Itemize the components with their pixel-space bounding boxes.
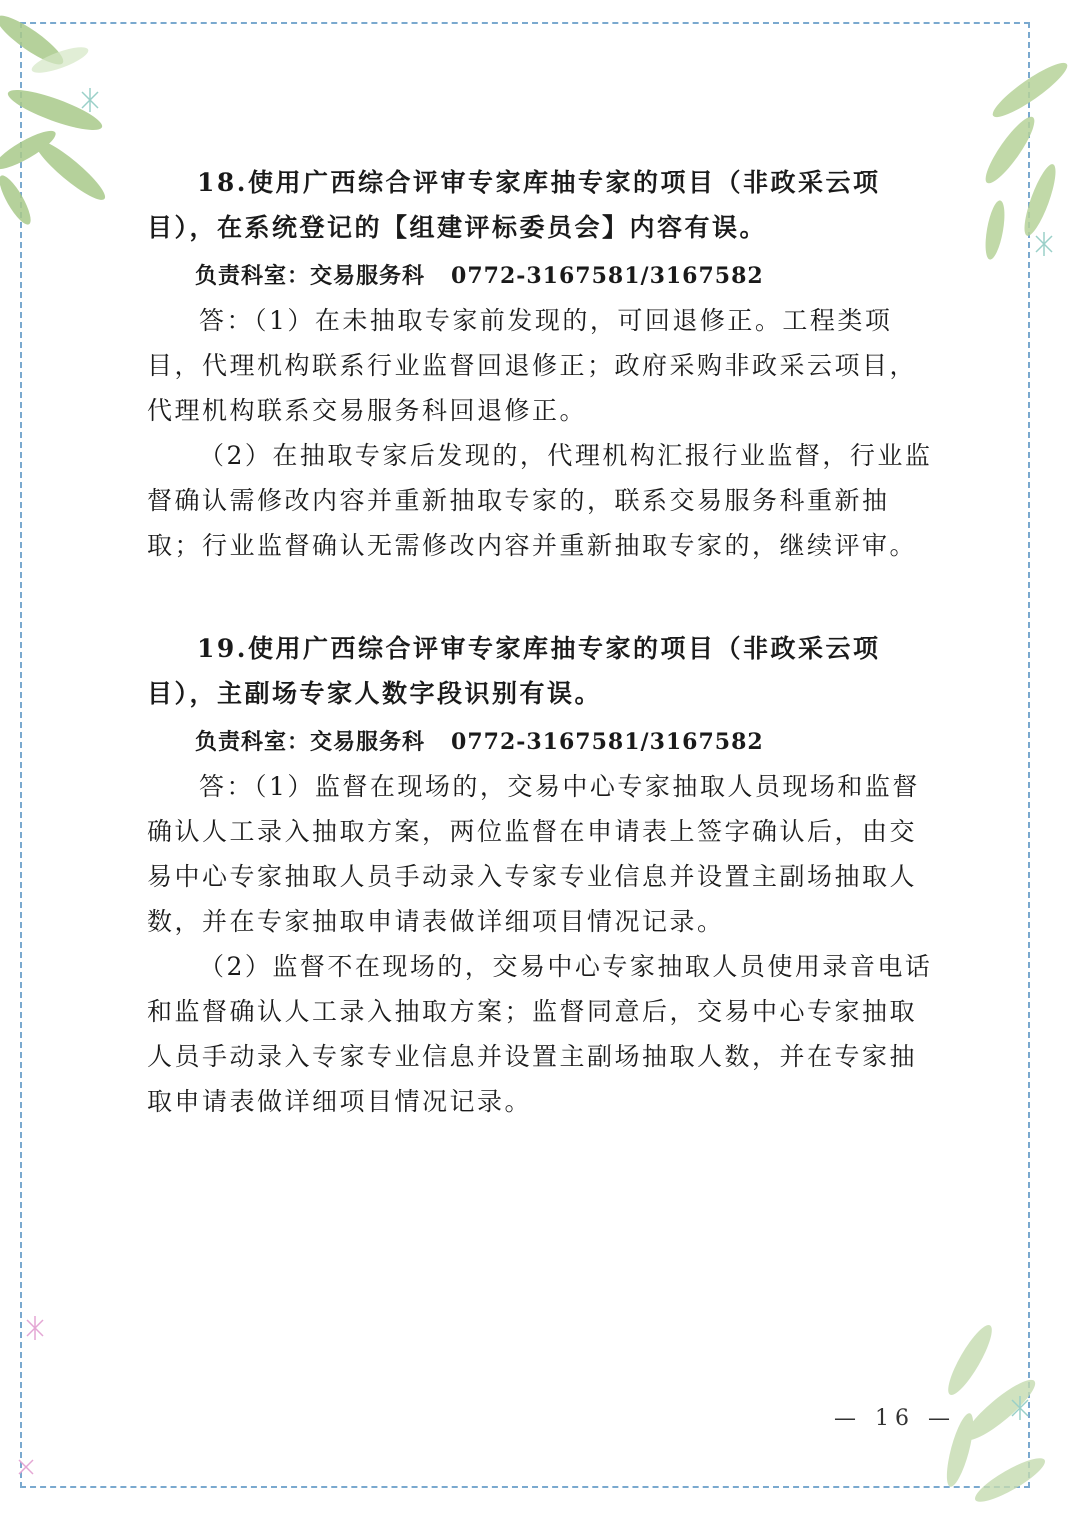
answer-paragraph-1: 答：（1）在未抽取专家前发现的，可回退修正。工程类项目，代理机构联系行业监督回退修正；政府采购非政采云项目，代理机构联系交易服务科回退修正。 [147, 306, 918, 425]
question-title: 18.使用广西综合评审专家库抽专家的项目（非政采云项目），在系统登记的【组建评标委员会】内容有误。 [147, 168, 881, 242]
department-label: 负责科室：交易服务科 [195, 729, 426, 755]
answer-paragraph-2: （2）在抽取专家后发现的，代理机构汇报行业监督，行业监督确认需修改内容并重新抽取专家的，联系交易服务科重新抽取；行业监督确认无需修改内容并重新抽取专家的，继续评审。 [147, 441, 933, 560]
flower-decoration-bottom-left [15, 1310, 65, 1490]
answer-paragraph-1: 答：（1）监督在现场的，交易中心专家抽取人员现场和监督确认人工录入抽取方案，两位监督在申请表上签字确认后，由交易中心专家抽取人员手动录入专家专业信息并设置主副场抽取人数，并在专家抽取申请表做详细项目情况记录。 [147, 772, 920, 936]
department-phone: 0772-3167581/3167582 [451, 263, 764, 289]
faq-section-19 [147, 626, 937, 1124]
leaf-decoration-top-left [0, 0, 140, 240]
leaf-decoration-top-right [950, 40, 1069, 300]
page-number: — 16 — [834, 1406, 956, 1431]
answer-paragraph-2: （2）监督不在现场的，交易中心专家抽取人员使用录音电话和监督确认人工录入抽取方案；监督同意后，交易中心专家抽取人员手动录入专家专业信息并设置主副场抽取人数，并在专家抽取申请表做详细项目情况记录。 [147, 952, 933, 1116]
faq-section-18 [147, 160, 937, 568]
question-title: 19.使用广西综合评审专家库抽专家的项目（非政采云项目），主副场专家人数字段识别有误。 [147, 634, 881, 708]
department-phone: 0772-3167581/3167582 [451, 729, 764, 755]
department-line [195, 254, 937, 298]
document-body [147, 160, 937, 1124]
department-label: 负责科室：交易服务科 [195, 263, 426, 289]
department-line [195, 720, 937, 764]
